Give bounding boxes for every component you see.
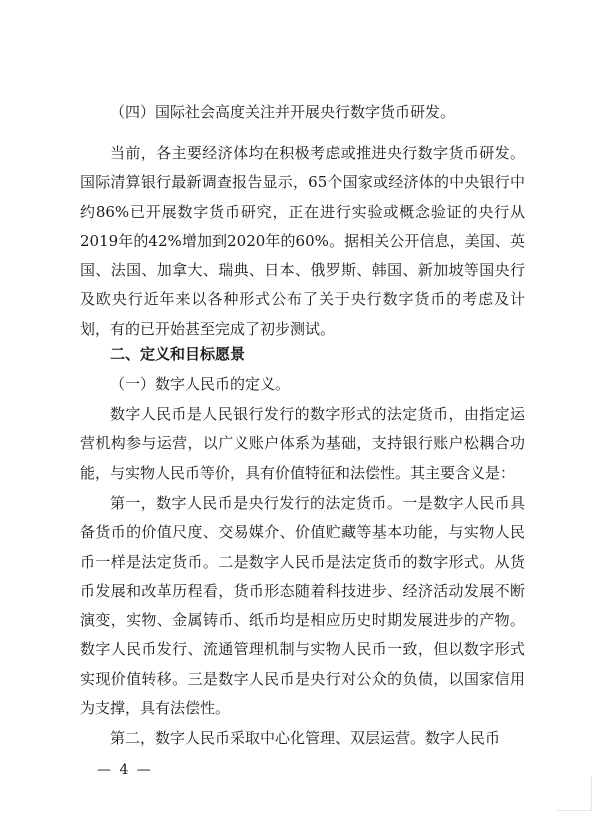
section-4-heading: （四）国际社会高度关注并开展央行数字货币研发。 [110,103,456,121]
subsection-1-heading: （一）数字人民币的定义。 [110,375,291,393]
definition-paragraph: 数字人民币是人民银行发行的数字形式的法定货币，由指定运营机构参与运营，以广义账户体系为基础，支持银行账户松耦合功能，与实物人民币等价，具有价值特征和法偿性。其主要含义是： [80,405,525,482]
chapter-2-heading: 二、定义和目标愿景 [110,345,246,363]
point-2-paragraph: 第二，数字人民币采取中心化管理、双层运营。数字人民币 [110,729,501,747]
corner-watermark [557,776,592,811]
section-4-body: 当前，各主要经济体均在积极考虑或推进央行数字货币研发。国际清算银行最新调查报告显示，65个国家或经济体的中央银行中约86%已开展数字货币研究，正在进行实验或概念验证的央行从2019年的42%增加到2020年的60%。据相关公开信息，美国、英国、法国、加拿大、瑞典、日本、俄罗斯、韩国、新加坡等国央行及欧央行近年来以各种形式公布了关于央行数字货币的考虑及计划，有的已开始甚至完成了初步测试。 [80,144,525,338]
page-number: — 4 — [97,762,153,778]
point-1-paragraph: 第一，数字人民币是央行发行的法定货币。一是数字人民币具备货币的价值尺度、交易媒介、价值贮藏等基本功能，与实物人民币一样是法定货币。二是数字人民币是法定货币的数字形式。从货币发展和改革历程看，货币形态随着科技进步、经济活动发展不断演变，实物、金属铸币、纸币均是相应历史时期发展进步的产物。数字人民币发行、流通管理机制与实物人民币一致，但以数字形式实现价值转移。三是数字人民币是央行对公众的负债，以国家信用为支撑，具有法偿性。 [80,494,525,718]
